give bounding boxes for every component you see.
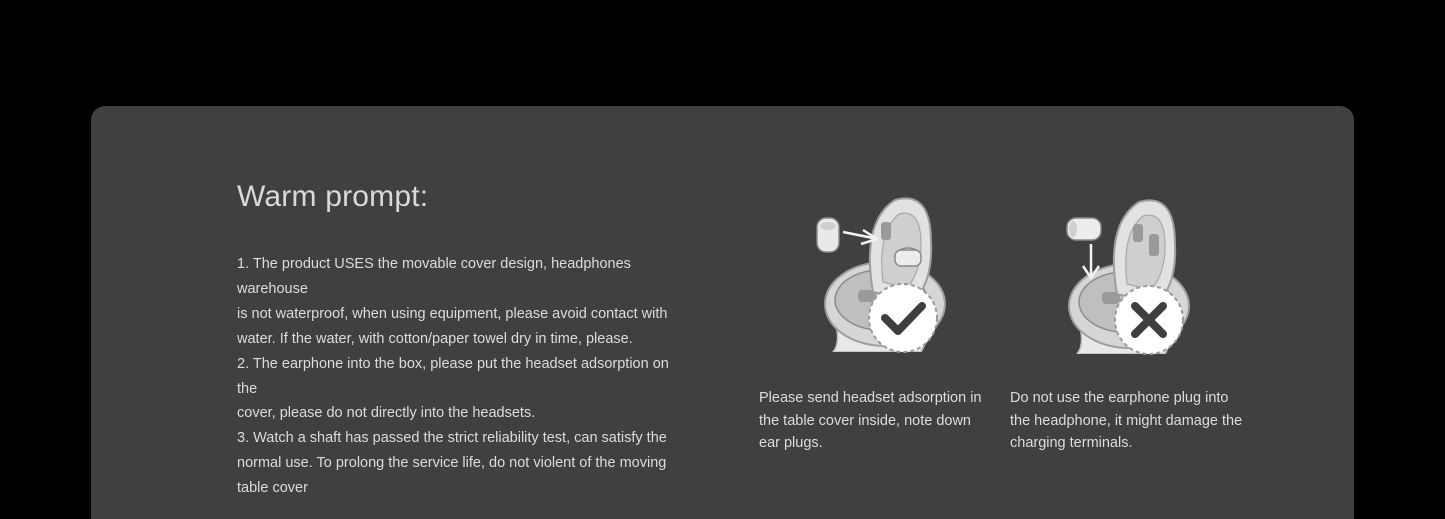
notes-line: water. If the water, with cotton/paper towel dry in time, please. bbox=[237, 330, 633, 347]
incorrect-usage-caption bbox=[1010, 387, 1242, 455]
notes-line: 2. The earphone into the box, please put the headset adsorption on the bbox=[237, 355, 669, 397]
notes-line: 1. The product USES the movable cover design, headphones warehouse bbox=[237, 256, 631, 297]
caption-line: Do not use the earphone plug into bbox=[1010, 390, 1229, 406]
caption-line: the table cover inside, note down bbox=[759, 412, 971, 429]
section-title: Warm prompt: bbox=[237, 180, 429, 213]
caption-line: the headphone, it might damage the bbox=[1010, 412, 1243, 429]
notes-line: cover, please do not directly into the headsets. bbox=[237, 405, 536, 422]
cross-icon bbox=[1113, 284, 1185, 356]
check-icon bbox=[867, 282, 939, 354]
notes-line: normal use. To prolong the service life, do not violent of the moving bbox=[237, 455, 667, 472]
caption-line: charging terminals. bbox=[1010, 435, 1133, 452]
correct-usage-caption bbox=[759, 387, 982, 455]
notes-line: 3. Watch a shaft has passed the strict reliability test, can satisfy the bbox=[237, 430, 667, 447]
caption-line: Please send headset adsorption in bbox=[759, 390, 982, 406]
notes-line: is not waterproof, when using equipment, please avoid contact with bbox=[237, 305, 668, 322]
notes-text bbox=[237, 252, 677, 501]
caption-line: ear plugs. bbox=[759, 435, 823, 452]
notes-line: table cover bbox=[237, 480, 308, 497]
warm-prompt-card bbox=[91, 106, 1354, 519]
